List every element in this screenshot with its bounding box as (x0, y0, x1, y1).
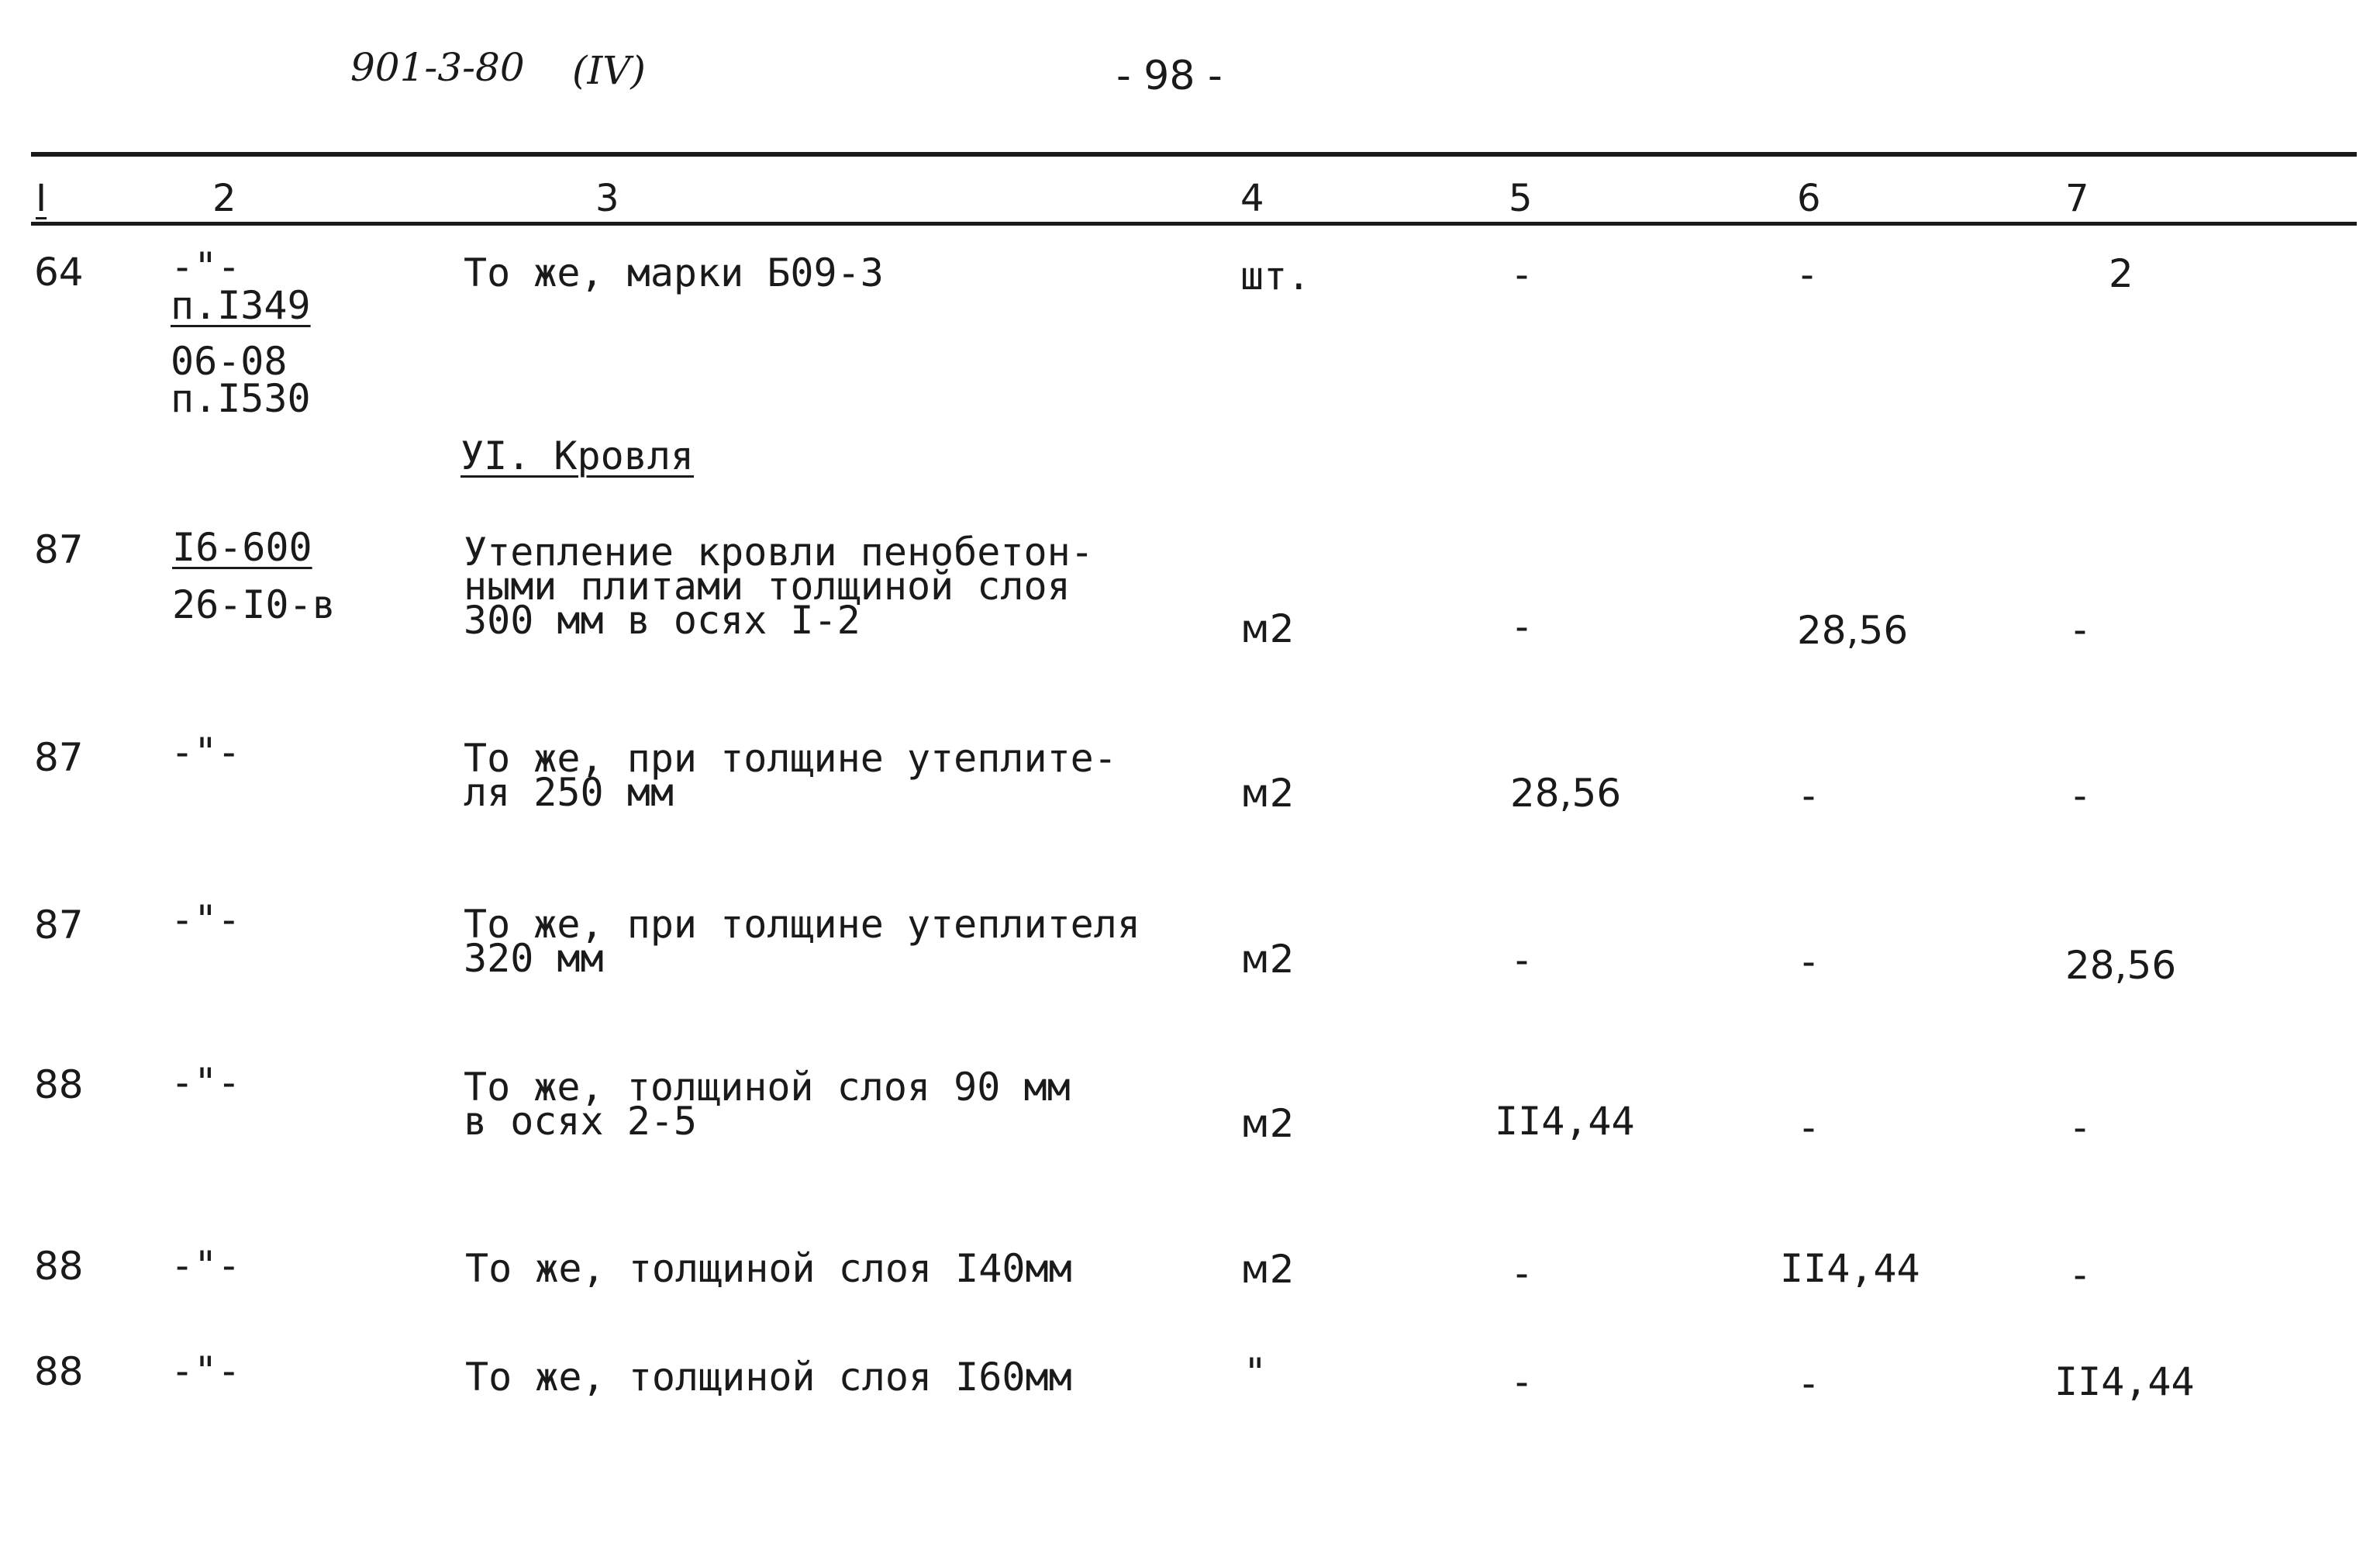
column-header-4: 4 (1240, 177, 1264, 220)
description: То же, при толщине утеплителя (464, 902, 1140, 947)
cell-col7: - (2068, 1252, 2092, 1297)
reference: 26-I0-в (172, 582, 336, 627)
cell-col6: 28,56 (1797, 608, 1909, 653)
reference: п.I349 (171, 283, 311, 328)
volume-mark: (IV) (572, 48, 646, 93)
cell-col5: - (1510, 1359, 1534, 1404)
reference: -"- (171, 1060, 241, 1105)
cell-col5: 28,56 (1510, 771, 1622, 816)
unit: м2 (1240, 771, 1295, 816)
description: То же, толщиной слоя I60мм (465, 1355, 1072, 1400)
document-code: 901-3-80 (350, 45, 525, 90)
reference: п.I530 (171, 376, 311, 421)
row-number: 88 (34, 1062, 84, 1107)
unit: м2 (1240, 1247, 1295, 1292)
reference: -"- (171, 897, 241, 942)
column-header-7: 7 (2065, 177, 2089, 220)
cell-col7: - (2068, 773, 2092, 818)
row-number: 88 (34, 1349, 84, 1394)
row-number: 64 (34, 250, 84, 295)
cell-col5: - (1510, 937, 1534, 982)
cell-col7: II4,44 (2054, 1359, 2195, 1404)
row-number: 87 (34, 527, 84, 572)
reference: 06-08 (171, 339, 288, 384)
cell-col6: - (1797, 1105, 1821, 1150)
description: в осях 2-5 (464, 1099, 698, 1144)
cell-col6: - (1797, 773, 1821, 818)
cell-col5: - (1510, 252, 1534, 297)
cell-col7: 2 (2109, 251, 2133, 296)
cell-col6: II4,44 (1780, 1246, 1920, 1291)
description: То же, при толщине утеплите- (464, 736, 1117, 781)
cell-col5: II4,44 (1495, 1099, 1635, 1144)
page-number: - 98 - (1116, 53, 1223, 99)
unit: м2 (1240, 1101, 1295, 1146)
section-title: УI. Кровля (460, 433, 695, 478)
reference: -"- (171, 1348, 241, 1393)
row-number: 87 (34, 735, 84, 780)
reference: I6-600 (172, 525, 312, 570)
description: ными плитами толщиной слоя (464, 564, 1071, 609)
unit: м2 (1240, 937, 1295, 982)
cell-col5: - (1510, 1251, 1534, 1296)
cell-col7: - (2068, 607, 2092, 652)
column-header-2: 2 (212, 177, 236, 220)
row-number: 88 (34, 1244, 84, 1289)
table-top-rule (31, 152, 2357, 157)
unit: м2 (1240, 606, 1295, 651)
column-header-6: 6 (1797, 177, 1821, 220)
column-header-5: 5 (1509, 177, 1533, 220)
cell-col7: - (2068, 1105, 2092, 1150)
unit: " (1243, 1350, 1268, 1395)
description: ля 250 мм (464, 770, 674, 815)
reference: -"- (171, 244, 241, 289)
description: 300 мм в осях I-2 (464, 598, 861, 643)
header-bottom-rule (31, 222, 2357, 226)
column-header-1: I (36, 177, 47, 220)
column-header-3: 3 (595, 177, 619, 220)
reference: -"- (171, 730, 241, 775)
description: Утепление кровли пенобетон- (464, 530, 1094, 575)
description: То же, толщиной слоя 90 мм (464, 1065, 1071, 1110)
reference: -"- (171, 1243, 241, 1288)
row-number: 87 (34, 903, 84, 948)
cell-col6: - (1795, 252, 1819, 297)
description: То же, толщиной слоя I40мм (465, 1246, 1072, 1291)
cell-col6: - (1797, 939, 1821, 984)
description: 320 мм (464, 936, 604, 981)
description: То же, марки Б09-3 (464, 250, 884, 295)
cell-col5: - (1510, 604, 1534, 649)
unit: шт. (1240, 254, 1311, 299)
cell-col7: 28,56 (2065, 943, 2177, 988)
cell-col6: - (1797, 1361, 1821, 1406)
